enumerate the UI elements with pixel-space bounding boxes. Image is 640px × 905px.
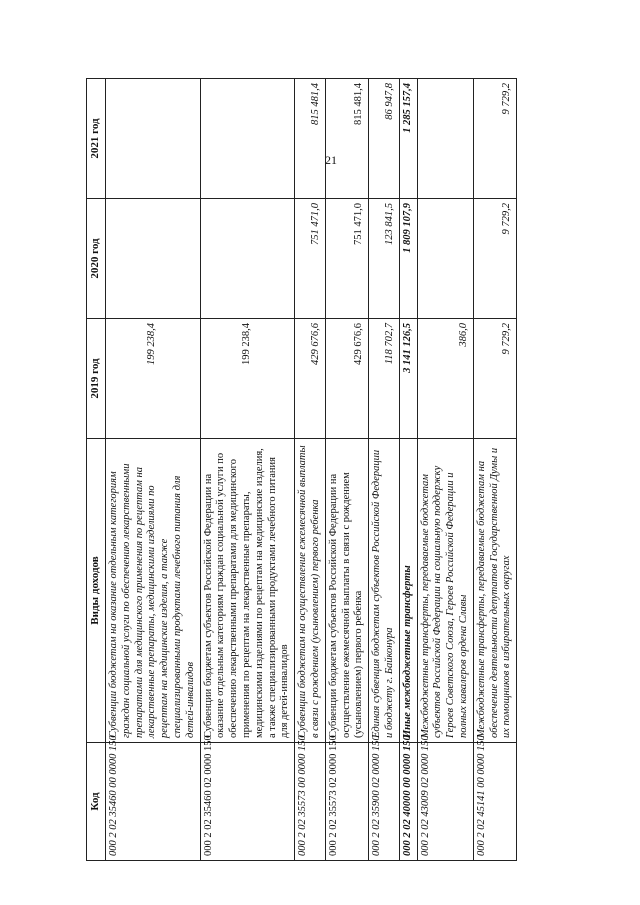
row-value-2019: 118 702,7 (369, 319, 400, 439)
row-value-2020 (417, 199, 473, 319)
row-income-type: Субвенции бюджетам на оказание отдельным категориям граждан социальной услуги по обеспечению лекарственными препаратами для медицинского применения по рецептам на лекарственные препараты, медицинскими изделиями по рецептам на медицинские изделия, а также специализированными продуктами лечебного питания для детей-инвалидов (106, 439, 201, 743)
row-value-2021 (417, 79, 473, 199)
row-value-2020: 123 841,5 (369, 199, 400, 319)
row-value-2021 (106, 79, 201, 199)
row-code: 000 2 02 45141 00 0000 150 (473, 743, 516, 861)
table-row (399, 79, 417, 861)
row-income-type: Субвенции бюджетам субъектов Российской Федерации на оказание отдельным категориям граждан социальной услуги по обеспечению лекарственными препаратами для медицинского применения по рецептам на лекарственные препараты, медицинскими изделиями по рецептам на медицинские изделия, а также специализированными продуктами лечебного питания для детей-инвалидов (200, 439, 295, 743)
row-value-2019: 386,0 (417, 319, 473, 439)
row-value-2020: 9 729,2 (473, 199, 516, 319)
table-row (417, 79, 473, 861)
row-code: 000 2 02 35460 00 0000 150 (106, 743, 201, 861)
table-row (106, 79, 201, 861)
header-code: Код (87, 743, 106, 861)
header-2020: 2020 год (87, 199, 106, 319)
row-value-2021: 815 481,4 (295, 79, 326, 199)
table-row (369, 79, 400, 861)
row-income-type: Субвенции бюджетам субъектов Российской Федерации на осуществление ежемесячной выплаты в связи с рождением (усыновлением) первого ребенка (325, 439, 368, 743)
row-income-type: Субвенции бюджетам на осуществление ежемесячной выплаты в связи с рождением (усыновлением) первого ребенка (295, 439, 326, 743)
table-row (473, 79, 516, 861)
header-income-type: Виды доходов (87, 439, 106, 743)
row-code: 000 2 02 40000 00 0000 150 (399, 743, 417, 861)
rotated-table-page (86, 79, 554, 861)
row-code: 000 2 02 35460 02 0000 150 (200, 743, 295, 861)
row-value-2019: 199 238,4 (200, 319, 295, 439)
header-2021: 2021 год (87, 79, 106, 199)
header-2019: 2019 год (87, 319, 106, 439)
row-value-2021 (200, 79, 295, 199)
row-value-2020 (106, 199, 201, 319)
row-value-2019: 9 729,2 (473, 319, 516, 439)
row-value-2019: 429 676,6 (325, 319, 368, 439)
row-value-2021: 1 285 157,4 (399, 79, 417, 199)
row-value-2020: 751 471,0 (295, 199, 326, 319)
row-value-2020: 1 809 107,9 (399, 199, 417, 319)
row-value-2019: 429 676,6 (295, 319, 326, 439)
table-row (295, 79, 326, 861)
row-code: 000 2 02 35573 00 0000 150 (295, 743, 326, 861)
revenue-table (86, 78, 517, 861)
table-row (325, 79, 368, 861)
row-income-type: Единая субвенция бюджетам субъектов Российской Федерации и бюджету г. Байконура (369, 439, 400, 743)
row-value-2020: 751 471,0 (325, 199, 368, 319)
row-code: 000 2 02 43009 02 0000 150 (417, 743, 473, 861)
row-income-type: Иные межбюджетные трансферты (399, 439, 417, 743)
row-value-2021: 815 481,4 (325, 79, 368, 199)
row-value-2021: 86 947,8 (369, 79, 400, 199)
row-income-type: Межбюджетные трансферты, передаваемые бюджетам на обеспечение деятельности депутатов Государственной Думы и их помощников в избирательных округах (473, 439, 516, 743)
table-row (200, 79, 295, 861)
row-code: 000 2 02 35573 02 0000 150 (325, 743, 368, 861)
row-code: 000 2 02 35900 02 0000 150 (369, 743, 400, 861)
row-value-2019: 199 238,4 (106, 319, 201, 439)
row-value-2019: 3 141 126,5 (399, 319, 417, 439)
row-value-2020 (200, 199, 295, 319)
row-income-type: Межбюджетные трансферты, передаваемые бюджетам субъектов Российской Федерации на социальную поддержку Героев Советского Союза, Героев Российской Федерации и полных кавалеров ордена Славы (417, 439, 473, 743)
row-value-2021: 9 729,2 (473, 79, 516, 199)
table-header-row (87, 79, 106, 861)
